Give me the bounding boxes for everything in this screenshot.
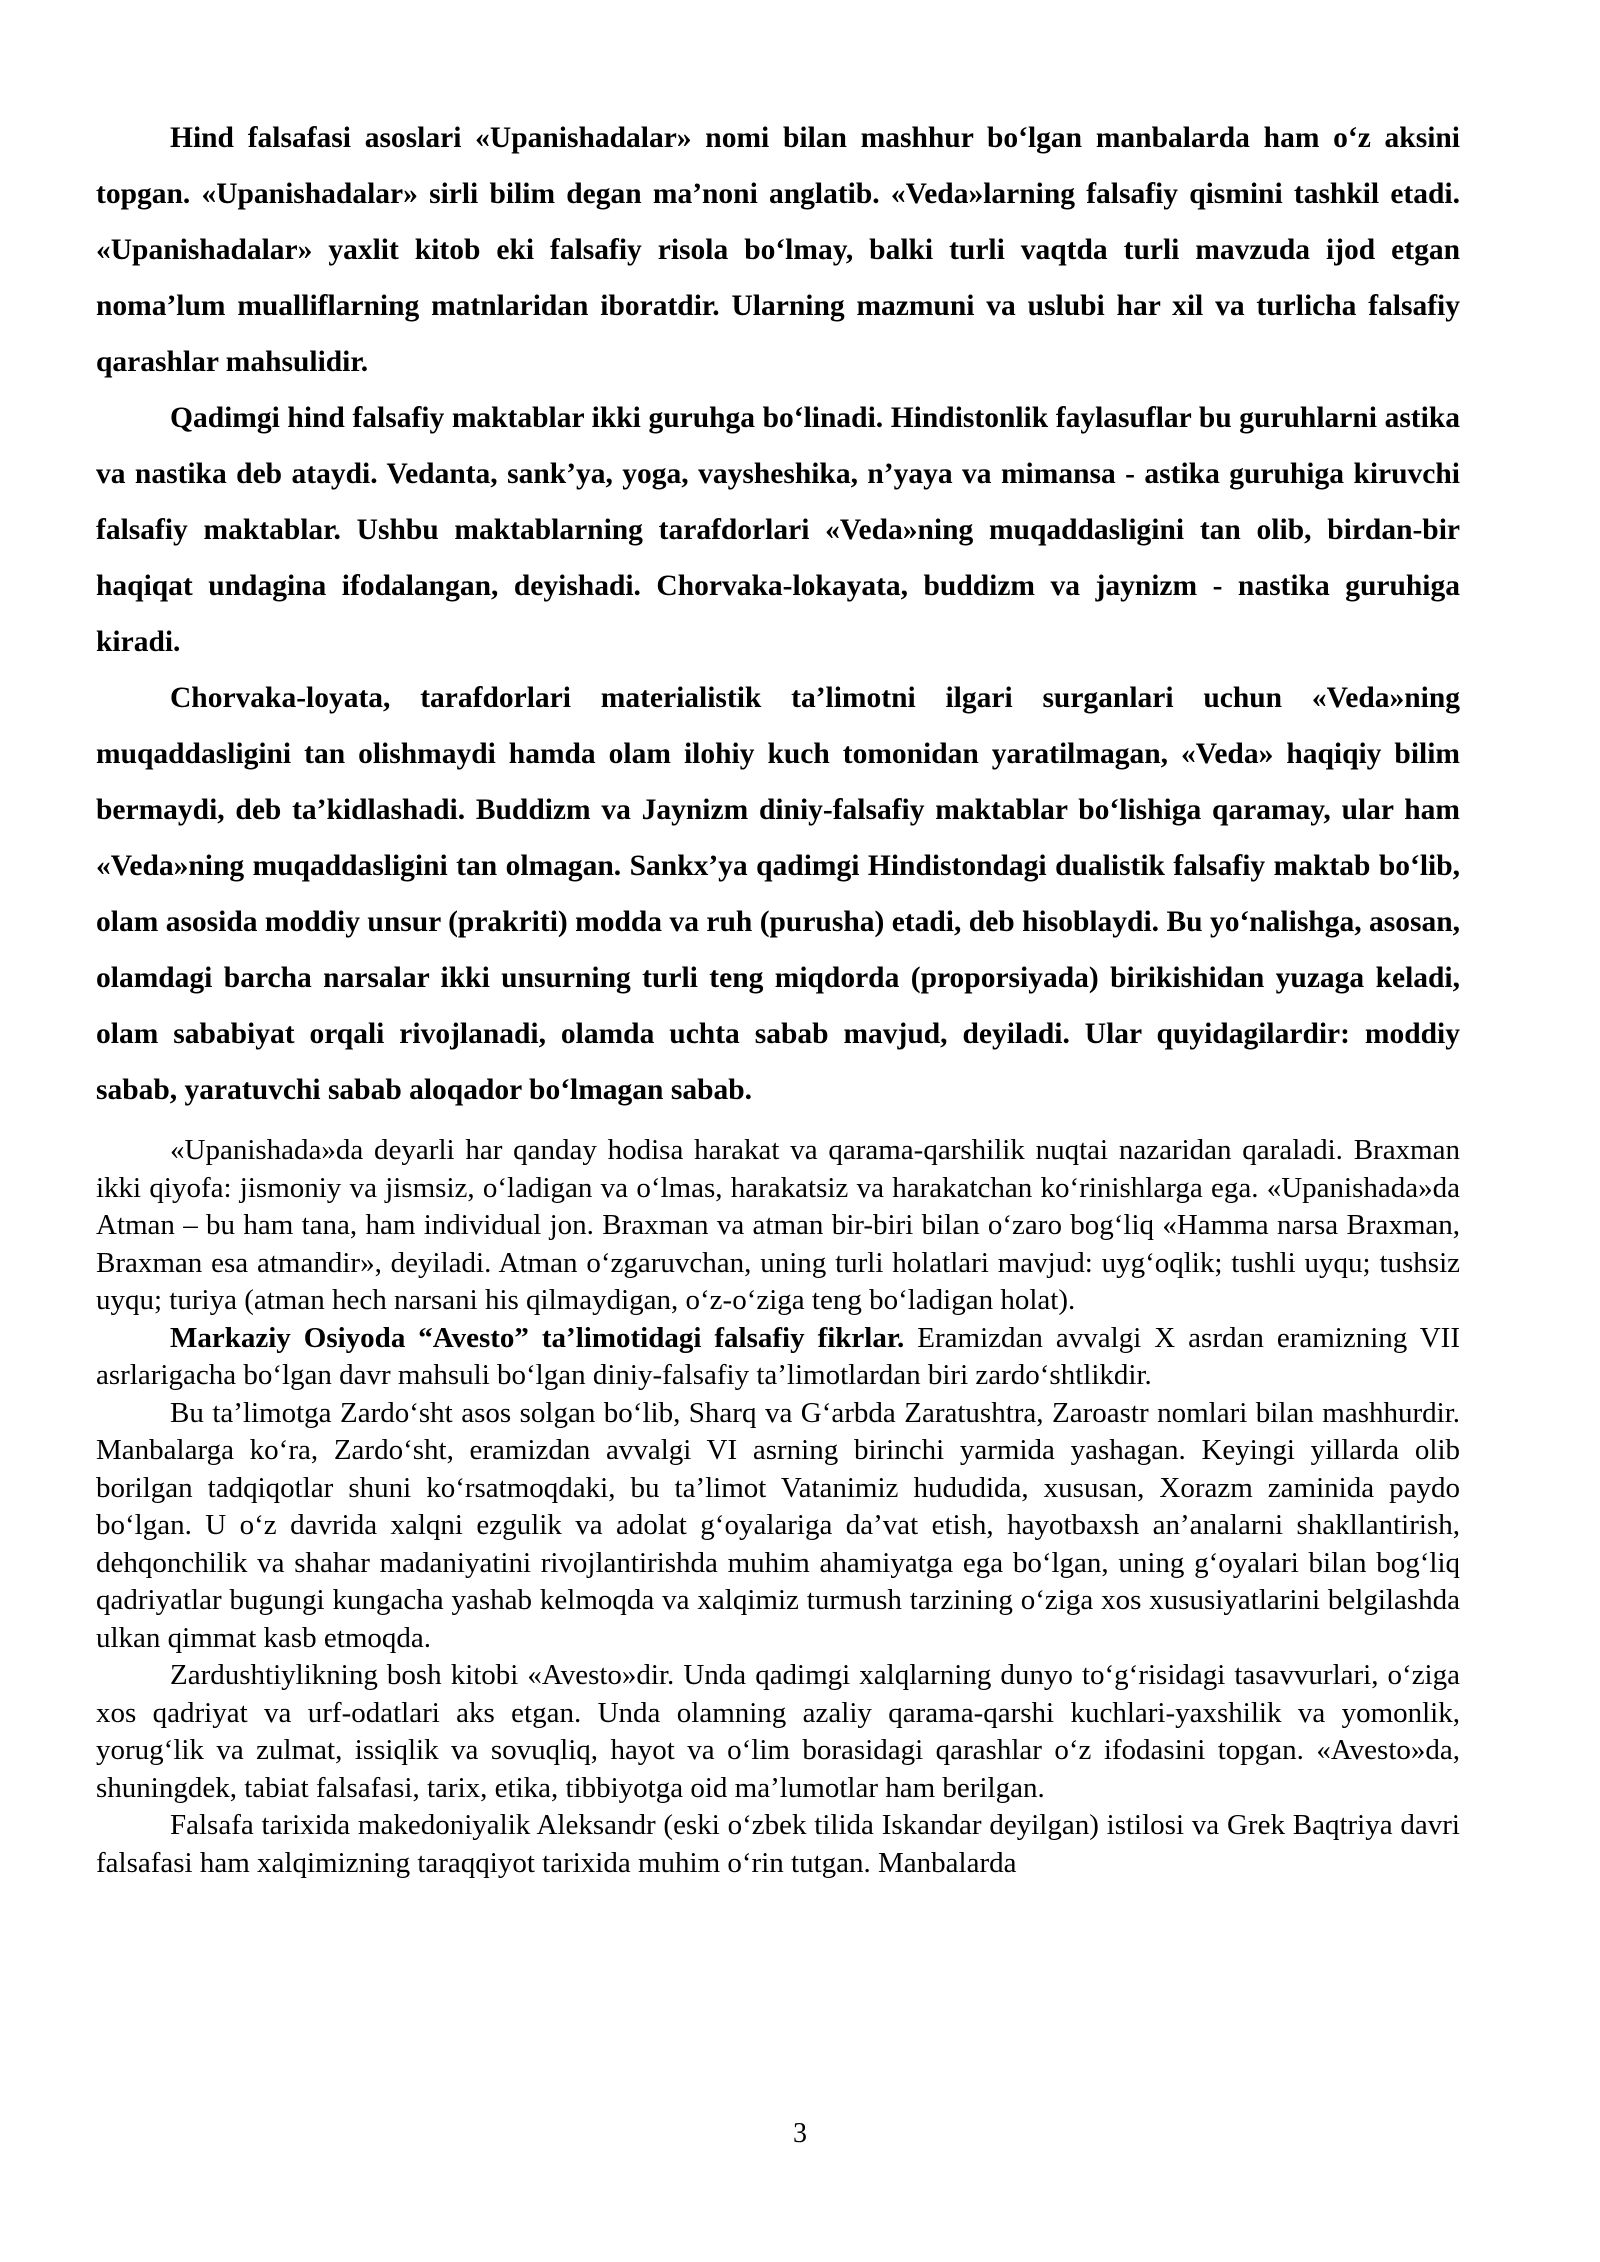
- regular-text-section: [96, 1132, 1460, 1882]
- paragraph-chorvaka: Chorvaka-loyata, tarafdorlari materialistik ta’limotni ilgari surganlari uchun «Veda»ning muqaddasligini tan olishmaydi hamda olam ilohiy kuch tomonidan yaratilmagan, «Veda» haqiqiy bilim bermaydi, deb ta’kidlashadi. Buddizm va Jaynizm diniy-falsafiy maktablar bo‘lishiga qaramay, ular ham «Veda»ning muqaddasligini tan olmagan. Sankx’ya qadimgi Hindistondagi dualistik falsafiy maktab bo‘lib, olam asosida moddiy unsur (prakriti) modda va ruh (purusha) etadi, deb hisoblaydi. Bu yo‘nalishga, asosan, olamdagi barcha narsalar ikki unsurning turli teng miqdorda (proporsiyada) birikishidan yuzaga keladi, olam sababiyat orqali rivojlanadi, olamda uchta sabab mavjud, deyiladi. Ular quyidagilardir: moddiy sabab, yaratuvchi sabab aloqador bo‘lmagan sabab.: [96, 682, 1460, 1106]
- paragraph-zardosht: Bu ta’limotga Zardo‘sht asos solgan bo‘lib, Sharq va G‘arbda Zaratushtra, Zaroastr nomlari bilan mashhurdir. Manbalarga ko‘ra, Zardo‘sht, eramizdan avvalgi VI asrning birinchi yarmida yashagan. Keyingi yillarda olib borilgan tadqiqotlar shuni ko‘rsatmoqdaki, bu ta’limot Vatanimiz hududida, xususan, Xorazm zaminida paydo bo‘lgan. U o‘z davrida xalqni ezgulik va adolat g‘oyalariga da’vat etish, hayotbaxsh an’analarni shakllantirish, dehqonchilik va shahar madaniyatini rivojlantirishda muhim ahamiyatga ega bo‘lgan, uning g‘oyalari bilan bog‘liq qadriyatlar bugungi kungacha yashab kelmoqda va xalqimiz turmush tarzining o‘ziga xos xususiyatlarini belgilashda ulkan qimmat kasb etmoqda.: [96, 1396, 1460, 1654]
- page-number: 3: [793, 2118, 807, 2149]
- paragraph-upanishadalar: Hind falsafasi asoslari «Upanishadalar» nomi bilan mashhur bo‘lgan manbalarda ham o‘z aksini topgan. «Upanishadalar» sirli bilim degan ma’noni anglatib. «Veda»larning falsafiy qismini tashkil etadi. «Upanishadalar» yaxlit kitob eki falsafiy risola bo‘lmay, balki turli vaqtda turli mavzuda ijod etgan noma’lum mualliflarning matnlaridan iboratdir. Ularning mazmuni va uslubi har xil va turlicha falsafiy qarashlar mahsulidir.: [96, 122, 1460, 378]
- paragraph-upanishada-harakat: «Upanishada»da deyarli har qanday hodisa harakat va qarama-qarshilik nuqtai nazaridan qaraladi. Braxman ikki qiyofa: jismoniy va jismsiz, o‘ladigan va o‘lmas, harakatsiz va harakatchan ko‘rinishlarga ega. «Upanishada»da Atman – bu ham tana, ham individual jon. Braxman va atman bir-biri bilan o‘zaro bog‘liq «Hamma narsa Braxman, Braxman esa atmandir», deyiladi. Atman o‘zgaruvchan, uning turli holatlari mavjud: uyg‘oqlik; tushli uyqu; tushsiz uyqu; turiya (atman hech narsani his qilmaydigan, o‘z-o‘ziga teng bo‘ladigan holat).: [96, 1134, 1460, 1316]
- paragraph-aleksandr: Falsafa tarixida makedoniyalik Aleksandr (eski o‘zbek tilida Iskandar deyilgan) istilosi va Grek Baqtriya davri falsafasi ham xalqimizning taraqqiyot tarixida muhim o‘rin tutgan. Manbalarda: [96, 1809, 1460, 1879]
- paragraph-hind-maktablar: Qadimgi hind falsafiy maktablar ikki guruhga bo‘linadi. Hindistonlik faylasuflar bu guruhlarni astika va nastika deb ataydi. Vedanta, sank’ya, yoga, vaysheshika, n’yaya va mimansa - astika guruhiga kiruvchi falsafiy maktablar. Ushbu maktablarning tarafdorlari «Veda»ning muqaddasligini tan olib, birdan-bir haqiqat undagina ifodalangan, deyishadi. Chorvaka-lokayata, buddizm va jaynizm - nastika guruhiga kiradi.: [96, 402, 1460, 658]
- paragraph-avesto-kitob: Zardushtiylikning bosh kitobi «Avesto»dir. Unda qadimgi xalqlarning dunyo to‘g‘risidagi tasavvurlari, o‘ziga xos qadriyat va urf-odatlari aks etgan. Unda olamning azaliy qarama-qarshi kuchlari-yaxshilik va yomonlik, yorug‘lik va zulmat, issiqlik va sovuqliq, hayot va o‘lim borasidagi qarashlar o‘z ifodasini topgan. «Avesto»da, shuningdek, tabiat falsafasi, tarix, etika, tibbiyotga oid ma’lumotlar ham berilgan.: [96, 1659, 1460, 1804]
- paragraph-avesto-intro-text: Eramizdan avvalgi X asrdan eramizning VII asrlarigacha bo‘lgan davr mahsuli bo‘lgan diniy-falsafiy ta’limotlardan biri zardo‘shtlikdir.: [96, 1321, 1460, 1391]
- document-page: [96, 110, 1460, 1882]
- bold-text-section: [96, 110, 1460, 1118]
- paragraph-avesto-intro: [96, 1320, 1460, 1395]
- section-heading-avesto: Markaziy Osiyoda “Avesto” ta’limotidagi falsafiy fikrlar.: [170, 1321, 905, 1354]
